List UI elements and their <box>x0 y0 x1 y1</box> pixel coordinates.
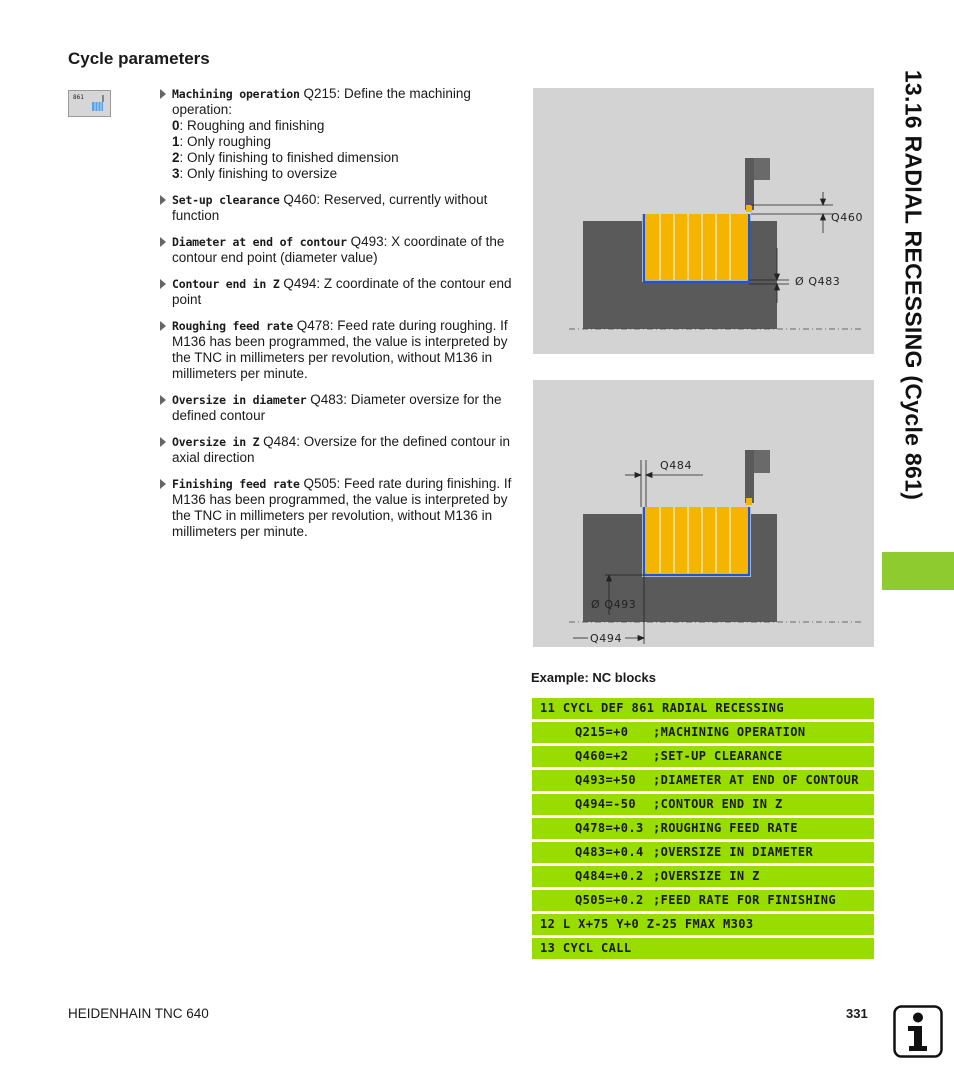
parameter-item <box>158 434 513 466</box>
info-icon-graphic <box>893 1005 943 1058</box>
parameter-name: Diameter at end of contour <box>172 235 347 249</box>
nc-block-row <box>532 698 874 719</box>
figure-radial-recess-axial <box>533 380 874 647</box>
parameter-name: Contour end in Z <box>172 277 280 291</box>
bullet-triangle-icon <box>160 321 166 331</box>
nc-block-code: Q478=+0.3 <box>575 821 644 835</box>
option-text: : Only roughing <box>179 134 272 149</box>
parameter-description: Q483: Diameter oversize for the defined contour <box>172 392 502 423</box>
chapter-tab <box>882 552 954 590</box>
softkey-graphic <box>69 91 112 118</box>
chapter-title-text: 13.16 RADIAL RECESSING (Cycle 861) <box>900 69 927 501</box>
parameter-item <box>158 86 513 182</box>
bullet-triangle-icon <box>160 437 166 447</box>
nc-block-code: Q505=+0.2 <box>575 893 644 907</box>
nc-block-comment: ;CONTOUR END IN Z <box>653 797 783 811</box>
bullet-triangle-icon <box>160 479 166 489</box>
parameter-description: Q478: Feed rate during roughing. If M136 has been programmed, the value is interpreted by the TNC in millimeters per revolution, without M136 in millimeters per minute. <box>172 318 508 381</box>
nc-block-row <box>532 842 874 863</box>
figure-radial-recess-diameter <box>533 88 874 354</box>
example-title: Example: NC blocks <box>531 670 656 685</box>
bullet-triangle-icon <box>160 279 166 289</box>
option-key: 3 <box>172 166 180 181</box>
figure1-svg <box>533 88 874 354</box>
parameter-description: Q505: Feed rate during finishing. If M136 has been programmed, the value is interpreted by the TNC in millimeters per revolution, without M136 in millimeters per minute. <box>172 476 512 539</box>
nc-block-row <box>532 770 874 791</box>
parameter-list <box>158 86 513 550</box>
parameter-item <box>158 234 513 266</box>
nc-block-comment: ;FEED RATE FOR FINISHING <box>653 893 836 907</box>
bullet-triangle-icon <box>160 89 166 99</box>
nc-block-row <box>532 746 874 767</box>
nc-block-code: Q483=+0.4 <box>575 845 644 859</box>
parameter-option <box>172 134 513 150</box>
nc-block-comment: ;MACHINING OPERATION <box>653 725 806 739</box>
nc-block-comment: ;DIAMETER AT END OF CONTOUR <box>653 773 859 787</box>
parameter-item <box>158 392 513 424</box>
parameter-name: Oversize in diameter <box>172 393 307 407</box>
side-chapter-title <box>893 50 933 520</box>
parameter-description: Q460: Reserved, currently without function <box>172 192 488 223</box>
parameter-description: Q484: Oversize for the defined contour in axial direction <box>172 434 511 465</box>
section-heading: Cycle parameters <box>68 49 210 68</box>
nc-block-code: Q484=+0.2 <box>575 869 644 883</box>
tool-shank <box>745 158 754 210</box>
label-q460: Q460 <box>831 211 864 224</box>
parameter-description: Q493: X coordinate of the contour end point (diameter value) <box>172 234 505 265</box>
parameter-item <box>158 476 513 540</box>
nc-block-code: 13 CYCL CALL <box>540 941 632 955</box>
nc-block-code: Q493=+50 <box>575 773 636 787</box>
label-q484: Q484 <box>660 459 693 472</box>
parameter-option <box>172 150 513 166</box>
option-text: : Only finishing to finished dimension <box>179 150 399 165</box>
parameter-description: Q494: Z coordinate of the contour end point <box>172 276 512 307</box>
footer-product: HEIDENHAIN TNC 640 <box>68 1006 209 1021</box>
tool-holder <box>754 158 770 180</box>
parameter-name: Set-up clearance <box>172 193 280 207</box>
nc-program-listing <box>532 698 874 962</box>
parameter-name: Oversize in Z <box>172 435 260 449</box>
tool-holder <box>754 450 770 473</box>
nc-block-row <box>532 818 874 839</box>
option-text: : Roughing and finishing <box>179 118 325 133</box>
parameter-item <box>158 276 513 308</box>
nc-block-row <box>532 890 874 911</box>
bullet-triangle-icon <box>160 395 166 405</box>
label-q493: Ø Q493 <box>591 598 637 611</box>
parameter-description: Q215: Define the machining operation: <box>172 86 471 117</box>
nc-block-comment: ;SET-UP CLEARANCE <box>653 749 783 763</box>
nc-block-row <box>532 866 874 887</box>
info-icon <box>893 1005 943 1058</box>
nc-block-code: 12 L X+75 Y+0 Z-25 FMAX M303 <box>540 917 754 931</box>
nc-block-row <box>532 722 874 743</box>
nc-block-code: 11 CYCL DEF 861 RADIAL RECESSING <box>540 701 784 715</box>
figure2-svg <box>533 380 874 647</box>
nc-block-comment: ;OVERSIZE IN Z <box>653 869 760 883</box>
option-key: 2 <box>172 150 180 165</box>
parameter-item <box>158 192 513 224</box>
page-number: 331 <box>846 1006 868 1021</box>
option-text: : Only finishing to oversize <box>179 166 338 181</box>
nc-block-row <box>532 794 874 815</box>
parameter-name: Machining operation <box>172 87 300 101</box>
label-q483: Ø Q483 <box>795 275 841 288</box>
parameter-option <box>172 166 513 182</box>
nc-block-code: Q215=+0 <box>575 725 629 739</box>
nc-block-code: Q460=+2 <box>575 749 629 763</box>
material-to-remove <box>646 507 747 573</box>
softkey-label: 861 <box>73 94 84 101</box>
bullet-triangle-icon <box>160 237 166 247</box>
label-q494: Q494 <box>590 632 623 645</box>
nc-block-row <box>532 938 874 959</box>
tool-tip <box>746 205 752 212</box>
parameter-name: Finishing feed rate <box>172 477 300 491</box>
nc-block-comment: ;OVERSIZE IN DIAMETER <box>653 845 814 859</box>
tool-tip <box>746 498 752 505</box>
nc-block-comment: ;ROUGHING FEED RATE <box>653 821 798 835</box>
cycle-861-softkey-icon <box>68 90 111 117</box>
parameter-name: Roughing feed rate <box>172 319 294 333</box>
material-to-remove <box>646 214 747 280</box>
nc-block-code: Q494=-50 <box>575 797 636 811</box>
parameter-option <box>172 118 513 134</box>
option-key: 1 <box>172 134 180 149</box>
option-key: 0 <box>172 118 180 133</box>
tool-shank <box>745 450 754 503</box>
nc-block-row <box>532 914 874 935</box>
parameter-item <box>158 318 513 382</box>
bullet-triangle-icon <box>160 195 166 205</box>
